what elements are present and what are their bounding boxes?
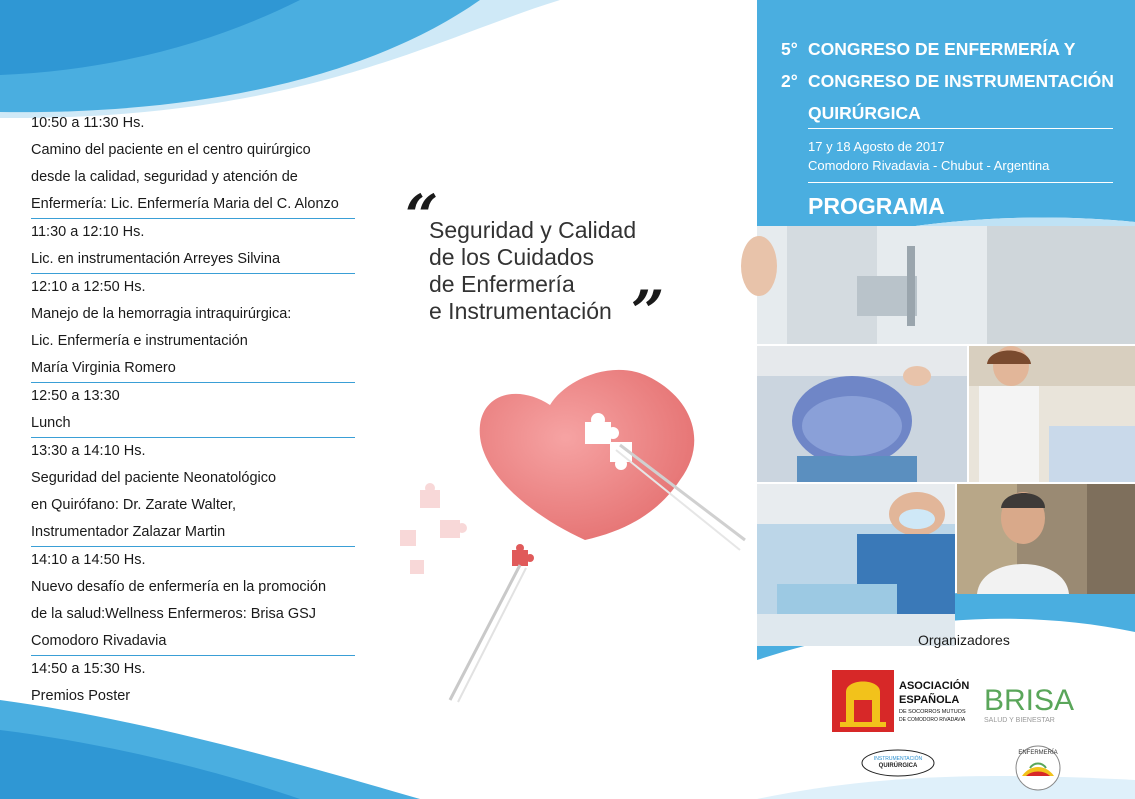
- slot-time: 13:30 a 14:10 Hs.: [31, 443, 146, 459]
- event-dates: 17 y 18 Agosto de 2017: [808, 139, 945, 154]
- brisa-wordmark: BRISA: [984, 684, 1075, 717]
- inst-line2: QUIRÚRGICA: [878, 763, 918, 769]
- puzzle-piece-faded: [400, 483, 467, 574]
- congress-title-2b: QUIRÚRGICA: [808, 103, 921, 123]
- aes-line4: DE COMODORO RIVADAVIA: [899, 717, 966, 723]
- slot-text: Lic. en instrumentación Arreyes Silvina: [31, 251, 281, 267]
- slot-time: 12:50 a 13:30: [31, 388, 120, 404]
- forceps-left: [450, 565, 520, 700]
- photo-surgeon-cap: [757, 346, 967, 482]
- slot-text: en Quirófano: Dr. Zarate Walter,: [31, 497, 236, 513]
- programa-heading: PROGRAMA: [808, 193, 945, 219]
- slot-text: Nuevo desafío de enfermería en la promoción: [31, 579, 327, 595]
- schedule-slot: [31, 656, 355, 710]
- slot-text: desde la calidad, seguridad y atención de: [31, 169, 298, 185]
- quote-line: e Instrumentación: [429, 298, 612, 324]
- slot-text: Instrumentador Zalazar Martin: [31, 524, 226, 540]
- close-quote-mark: ”: [631, 278, 665, 346]
- slot-text: Comodoro Rivadavia: [31, 633, 167, 649]
- header-divider: [808, 182, 1113, 183]
- logo-brisa: [982, 680, 1092, 726]
- event-meta: [808, 137, 1049, 175]
- organizers-title: Organizadores: [918, 632, 1010, 648]
- photo-doctor: [957, 484, 1135, 594]
- slot-text: Premios Poster: [31, 688, 131, 704]
- schedule-slot: [31, 438, 355, 547]
- slot-time: 14:50 a 15:30 Hs.: [31, 661, 146, 677]
- event-location: Comodoro Rivadavia - Chubut - Argentina: [808, 158, 1050, 173]
- slot-time: 11:30 a 12:10 Hs.: [31, 224, 145, 240]
- slot-text: María Virginia Romero: [31, 360, 176, 376]
- photo-nurse-patient: [969, 346, 1135, 482]
- logo-instrumentacion-quirurgica: [860, 748, 936, 778]
- congress-title-1: [781, 33, 1126, 65]
- congress-number-2: 2°: [781, 71, 798, 91]
- quote-text: [429, 217, 636, 325]
- header-divider: [808, 128, 1113, 129]
- quote-line: de los Cuidados: [429, 244, 594, 270]
- forceps-left-b: [458, 568, 526, 702]
- slot-text: Manejo de la hemorragia intraquirúrgica:: [31, 306, 292, 322]
- enf-label: ENFERMERÍA: [1018, 750, 1058, 756]
- logo-enfermeria: [1010, 742, 1066, 792]
- slot-text: Camino del paciente en el centro quirúrgico: [31, 142, 311, 158]
- quote-line: de Enfermería: [429, 271, 575, 297]
- slot-time: 12:10 a 12:50 Hs.: [31, 279, 146, 295]
- schedule-slot: [31, 274, 355, 383]
- congress-number-1: 5°: [781, 39, 798, 59]
- slot-time: 10:50 a 11:30 Hs.: [31, 115, 145, 131]
- aes-line3: DE SOCORROS MUTUOS: [899, 709, 966, 715]
- heart-shape: [480, 370, 695, 540]
- schedule-slot: [31, 383, 355, 438]
- congress-name-2: CONGRESO DE INSTRUMENTACIÓN: [808, 71, 1114, 91]
- photo-collage: [757, 226, 1135, 646]
- slot-text: Lic. Enfermería e instrumentación: [31, 333, 248, 349]
- puzzle-piece-red: [512, 544, 534, 566]
- brisa-tagline: SALUD Y BIENESTAR: [984, 717, 1055, 724]
- heart-puzzle-illustration: [380, 350, 750, 710]
- schedule-slot: [31, 547, 355, 656]
- inst-line1: INSTRUMENTACIÓN: [873, 756, 923, 762]
- congress-header: [781, 33, 1126, 129]
- slot-text: de la salud:Wellness Enfermeros: Brisa GSJ: [31, 606, 317, 622]
- slot-time: 14:10 a 14:50 Hs.: [31, 552, 146, 568]
- aes-line2: ESPAÑOLA: [899, 694, 960, 706]
- slot-text: Seguridad del paciente Neonatológico: [31, 470, 277, 486]
- photo-surgical-nurse: [757, 484, 955, 646]
- schedule-slot: [31, 219, 355, 274]
- logo-asociacion-espanola: [832, 670, 970, 732]
- open-quote-mark: “: [405, 182, 439, 250]
- photo-nurse-iv: [757, 226, 1135, 344]
- aes-line1: ASOCIACIÓN: [899, 680, 970, 692]
- quote-line: Seguridad y Calidad: [429, 217, 637, 243]
- congress-name-1: CONGRESO DE ENFERMERÍA Y: [808, 39, 1076, 59]
- slot-text: Enfermería: Lic. Enfermería Maria del C. Alonzo: [31, 196, 339, 212]
- schedule-list: [31, 110, 355, 710]
- slot-text: Lunch: [31, 415, 71, 431]
- congress-title-2: [781, 65, 1126, 97]
- schedule-slot: [31, 110, 355, 219]
